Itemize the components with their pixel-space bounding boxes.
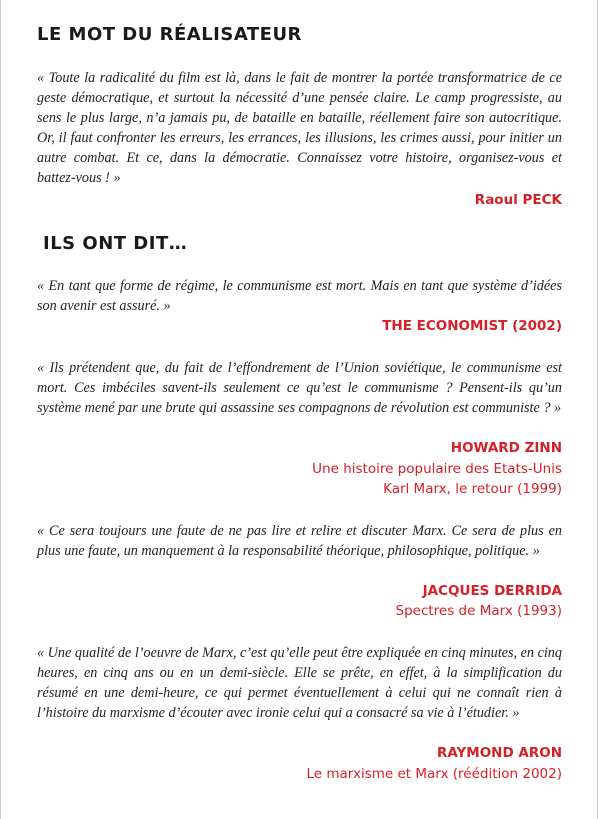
zinn-ref-2: Karl Marx, le retour (1999) xyxy=(383,481,562,497)
director-quote: « Toute la radicalité du film est là, dans le fait de montrer la portée transformatrice de ce geste démocratique, et surtout la nécessité d’une pensée claire. Le camp progressiste, au sens le plus large, n’a jamais pu, de bataille en bataille, réellement faire son autocritique. Or, il faut confronter les erreurs, les errances, les illusions, les crimes aussi, pour initier un autre combat. Et ce, dans la démocratie. Connaissez votre histoire, organisez-vous et battez-vous ! » xyxy=(37,70,562,186)
zinn-author: HOWARD ZINN xyxy=(450,440,562,456)
aron-author: RAYMOND ARON xyxy=(436,745,562,761)
aron-ref: Le marxisme et Marx (réédition 2002) xyxy=(306,766,562,782)
derrida-ref: Spectres de Marx (1993) xyxy=(395,603,562,619)
director-author: Raoul PECK xyxy=(474,192,562,208)
page-border-left xyxy=(0,0,1,819)
aron-quote: « Une qualité de l’oeuvre de Marx, c’est qu’elle peut être expliquée en cinq minutes, en cinq heures, en cinq ans ou en un demi-siècle. Elle se prête, en effet, à la simplification du résumé en une demi-heure, ce qui permet éventuellement à celui qui ne connaît rien à l’histoire du marxisme d’écouter avec ironie celui qui a consacré sa vie à l’étudier. » xyxy=(37,645,562,721)
derrida-quote: « Ce sera toujours une faute de ne pas lire et relire et discuter Marx. Ce sera de plus en plus une faute, un manquement à la responsabilité théorique, philosophique, politique. » xyxy=(37,523,562,559)
said-heading: ILS ONT DIT… xyxy=(43,233,188,254)
economist-quote: « En tant que forme de régime, le communisme est mort. Mais en tant que système d’idées son avenir est assuré. » xyxy=(37,278,562,314)
zinn-ref-1: Une histoire populaire des Etats-Unis xyxy=(312,461,562,477)
economist-author: THE ECONOMIST (2002) xyxy=(382,318,562,334)
zinn-quote: « Ils prétendent que, du fait de l’effondrement de l’Union soviétique, le communisme est mort. Ces imbéciles savent-ils seulement ce qu’est le communisme ? Pensent-ils qu’un système mené par une brute qui assassine ses compagnons de révolution est communiste ? » xyxy=(37,360,562,416)
derrida-author: JACQUES DERRIDA xyxy=(422,583,562,599)
director-heading: LE MOT DU RÉALISATEUR xyxy=(37,24,302,45)
